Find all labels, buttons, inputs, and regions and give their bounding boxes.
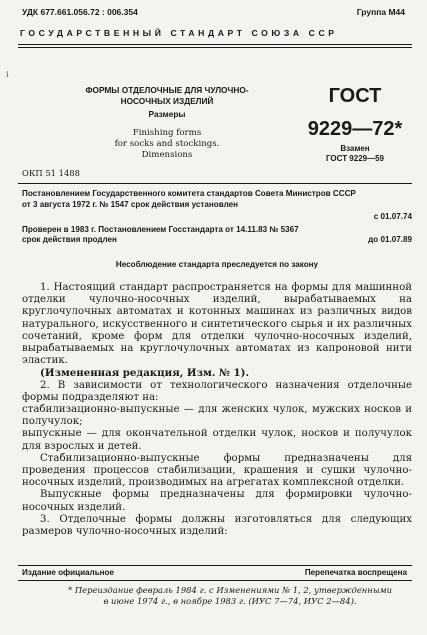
- gost-designation: [300, 84, 410, 142]
- footer-rule-top: [18, 565, 412, 566]
- gost-label: ГОСТ: [328, 85, 382, 107]
- decree-date-1: с 01.07.74: [373, 212, 412, 221]
- decree-line-2: от 3 августа 1972 г. № 1547 срок действия установлен: [22, 199, 238, 209]
- title-ru-line-1: ФОРМЫ ОТДЕЛОЧНЫЕ ДЛЯ ЧУЛОЧНО-: [85, 85, 249, 95]
- paragraph-2d: Выпускные формы предназначены для формировки чулочно-носочных изделий.: [22, 489, 412, 513]
- udk-code: УДК 677.661.056.72 : 006.354: [22, 7, 138, 17]
- title-en-line-2: for socks and stockings.: [114, 139, 220, 149]
- reprint-prohibited: Перепечатка воспрещена: [304, 568, 407, 577]
- decree-line-3: Проверен в 1983 г. Постановлением Госстандарта от 14.11.83 № 5367: [22, 224, 299, 234]
- title-subtitle-sizes: Размеры: [148, 109, 186, 119]
- paragraph-2b: выпускные — для окончательной отделки чулок, носков и получулок для взрослых и детей.: [22, 428, 412, 452]
- reissue-note: [60, 585, 400, 607]
- margin-mark: i: [6, 70, 9, 79]
- decree-date-2: до 01.07.89: [368, 235, 412, 244]
- paragraph-2a: стабилизационно-выпускные — для женских чулок, мужских носков и получулок;: [22, 404, 412, 428]
- decree-block: [22, 189, 412, 246]
- header-rule-thick: [18, 44, 412, 45]
- header-rule-thin: [18, 47, 412, 48]
- reissue-note-line-2: в июне 1974 г., в ноябре 1983 г. (ИУС 7—74, ИУС 2—84).: [103, 596, 357, 606]
- decree-line-4-row: [22, 235, 412, 246]
- group-code: Группа М44: [356, 7, 405, 17]
- title-ru-line-2: НОСОЧНЫХ ИЗДЕЛИЙ: [120, 96, 214, 106]
- footer-rule-bottom: [18, 580, 412, 581]
- okp-rule: [18, 183, 412, 184]
- document-body: [22, 282, 412, 538]
- paragraph-3: 3. Отделочные формы должны изготовляться для следующих размеров чулочно-носочных изделий:: [22, 513, 412, 538]
- replaces-value: ГОСТ 9229—59: [325, 154, 385, 163]
- state-standard-banner: ГОСУДАРСТВЕННЫЙ СТАНДАРТ СОЮЗА ССР: [20, 28, 338, 38]
- paragraph-2: 2. В зависимости от технологического назначения отделочные формы подразделяют на:: [22, 379, 412, 403]
- paragraph-1: 1. Настоящий стандарт распространяется на формы для машинной отделки чулочно-носочных изделий, вырабатываемых на круглочулочных автоматах и котонных машинах из различных видов натурального, искусственного и синтетического сырья и их различных сочетаний, кроме форм для отделки чулочно-носочных изделий, вырабатываемых на круглочулочных автоматах из капроновой нити эластик.: [22, 282, 412, 367]
- title-en-line-3: Dimensions: [141, 150, 193, 160]
- paragraph-2c: Стабилизационно-выпускные формы предназначены для проведения процессов стабилизации, крашения и сушки чулочно-носочных изделий, производимых на агрегатах комплексной отделки.: [22, 452, 412, 489]
- okp-code: ОКП 51 1488: [22, 168, 80, 178]
- gost-number: 9229—72*: [307, 118, 403, 140]
- non-compliance-notice: Несоблюдение стандарта преследуется по закону: [115, 260, 319, 269]
- replaces-label: Взамен: [340, 144, 370, 153]
- paragraph-1-note: (Измененная редакция, Изм. № 1).: [40, 367, 250, 380]
- decree-line-4: срок действия продлен: [22, 235, 117, 244]
- title-en-line-1: Finishing forms: [132, 128, 202, 138]
- title-english: [62, 128, 272, 161]
- decree-line-1: Постановлением Государственного комитета стандартов Совета Министров СССР: [22, 189, 356, 198]
- title-russian: [62, 85, 272, 107]
- replaces-block: [300, 144, 410, 164]
- official-edition: Издание официальное: [22, 568, 114, 577]
- reissue-note-line-1: * Переиздание февраль 1984 г. с Изменениями № 1, 2, утвержденными: [68, 585, 392, 595]
